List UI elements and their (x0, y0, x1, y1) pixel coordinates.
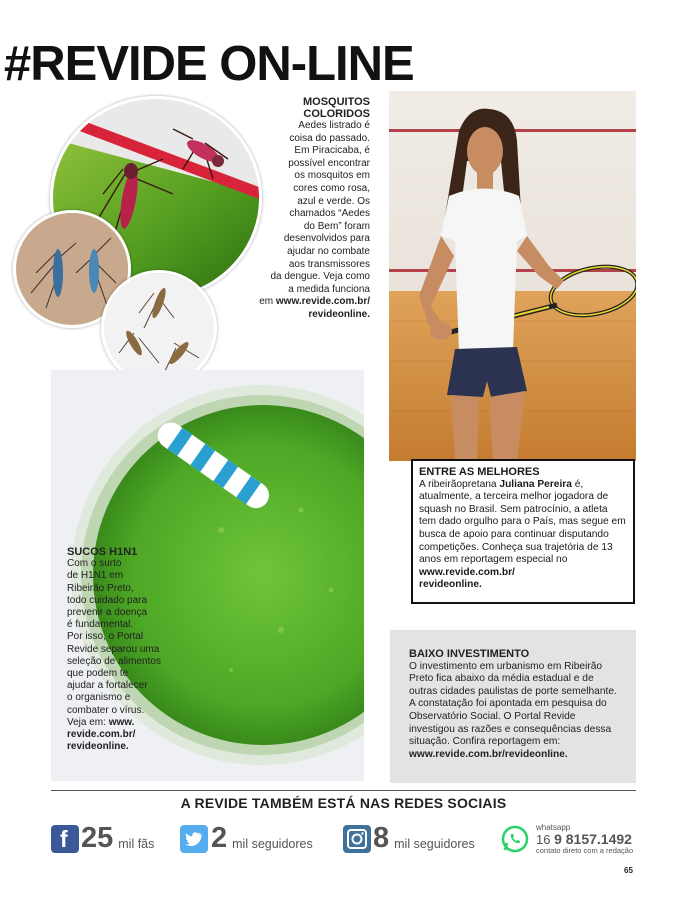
h1n1-line: Revide separou uma (67, 643, 160, 655)
h1n1-line: todo cuidado para (67, 594, 148, 606)
twitter-icon (180, 825, 208, 853)
whatsapp-number: 9 8157.1492 (554, 831, 632, 848)
whatsapp-number-line (536, 832, 633, 847)
mosquitos-line: os mosquitos em (294, 170, 370, 182)
investment-text: O investimento em urbanismo em Ribeirão Preto fica abaixo da média estadual e de outras cidades paulistas de porte semelhante. A constatação foi apontada em pesquisa do Observatório Social. O Portal Revide investigou as razões e consequências dessa situação. Confira reportagem em: (409, 660, 617, 748)
mosquito-photo-white (101, 270, 217, 386)
whatsapp-ddd: 16 (536, 832, 551, 848)
mosquitos-link-prefix: em (259, 296, 276, 308)
mosquitos-link-line (214, 296, 370, 309)
h1n1-line: ajudar a fortalecer (67, 680, 148, 692)
h1n1-link-end[interactable]: revideonline. (67, 741, 129, 753)
h1n1-link-cont[interactable]: revide.com.br/ (67, 729, 136, 741)
instagram-count: 8 (373, 822, 390, 854)
instagram-unit: mil seguidores (394, 837, 475, 851)
mosquitos-line: possível encontrar (288, 157, 370, 169)
investment-heading: BAIXO INVESTIMENTO (409, 648, 530, 660)
mosquitos-line: Aedes listrado é (298, 120, 370, 131)
whatsapp-label: whatsapp (536, 823, 571, 832)
whatsapp-note: contato direto com a redação (536, 846, 634, 856)
mosquitos-line: coisa do passado. (289, 132, 370, 144)
twitter-count: 2 (211, 822, 228, 854)
facebook-count: 25 (81, 822, 114, 854)
squash-text-after: é, atualmente, a terceira melhor jogadora de squash no Brasil. Sem patrocínio, a atleta tem dado orgulho para o País, mas segue em busca de apoio para continuar disputando competições. Conheça sua trajetória de 13 anos em reportagem especial no (419, 478, 626, 566)
instagram-stat[interactable] (343, 824, 475, 853)
mosquitos-link-cont[interactable]: revideonline. (308, 308, 370, 320)
investment-link[interactable]: www.revide.com.br/revideonline. (409, 748, 568, 760)
h1n1-line: Ribeirão Preto, (67, 582, 134, 594)
squash-link-cont[interactable]: revideonline. (419, 579, 482, 591)
h1n1-line: Por isso, o Portal (67, 631, 144, 643)
twitter-unit: mil seguidores (232, 837, 313, 851)
h1n1-heading: SUCOS H1N1 (67, 546, 138, 558)
page-title: #REVIDE ON-LINE (4, 37, 414, 91)
squash-player-photo (389, 91, 636, 461)
h1n1-line: que podem te (67, 668, 129, 680)
social-title: A REVIDE TAMBÉM ESTÁ NAS REDES SOCIAIS (180, 795, 507, 811)
h1n1-link-line (67, 717, 177, 729)
mosquitos-line: do Bem” foram (303, 220, 370, 232)
whatsapp-icon (501, 825, 529, 853)
h1n1-line: o organismo e (67, 692, 131, 704)
mosquitos-line: chamados “Aedes (289, 208, 370, 220)
squash-heading: ENTRE AS MELHORES (419, 466, 540, 478)
squash-link[interactable]: www.revide.com.br/ (419, 566, 515, 578)
mosquitos-article (214, 96, 370, 322)
page-number: 65 (624, 866, 633, 875)
mosquitos-line: da dengue. Veja como (270, 271, 370, 283)
mosquitos-line: aos transmissores (288, 258, 370, 270)
h1n1-link-prefix: Veja em: (67, 716, 109, 728)
h1n1-line: Com o surto (67, 558, 122, 570)
h1n1-line: seleção de alimentos (67, 655, 161, 667)
mosquitos-heading-line1: MOSQUITOS (302, 96, 370, 108)
mosquitos-line: a medida funciona (288, 283, 370, 295)
mosquitos-line: desenvolvidos para (283, 233, 370, 245)
investment-article (390, 630, 636, 783)
instagram-icon (343, 825, 371, 853)
facebook-icon: f (51, 825, 79, 853)
divider (51, 790, 636, 791)
mosquitos-line: ajudar no combate (287, 245, 370, 257)
mosquitos-line: Em Piracicaba, é (294, 145, 370, 157)
squash-article (411, 459, 635, 604)
mosquitos-line: azul e verde. Os (297, 195, 370, 207)
h1n1-line: é fundamental. (67, 619, 134, 631)
h1n1-line: combater o vírus. (67, 704, 145, 716)
twitter-stat[interactable] (180, 824, 313, 853)
h1n1-line: de H1N1 em (67, 570, 124, 582)
h1n1-link[interactable]: www. (108, 716, 135, 728)
mosquitos-heading-line2: COLORIDOS (303, 108, 370, 120)
facebook-unit: mil fãs (118, 837, 155, 851)
h1n1-article (67, 546, 177, 753)
facebook-stat[interactable] (51, 824, 154, 853)
squash-player-name: Juliana Pereira (499, 478, 572, 490)
mosquitos-link[interactable]: www.revide.com.br/ (275, 296, 370, 308)
mosquitos-line: cores como rosa, (293, 182, 370, 194)
h1n1-line: prevenir a doença (67, 607, 148, 619)
whatsapp-contact[interactable] (501, 824, 633, 855)
squash-body (419, 479, 627, 592)
squash-text-before: A ribeirãopretana (419, 478, 500, 490)
